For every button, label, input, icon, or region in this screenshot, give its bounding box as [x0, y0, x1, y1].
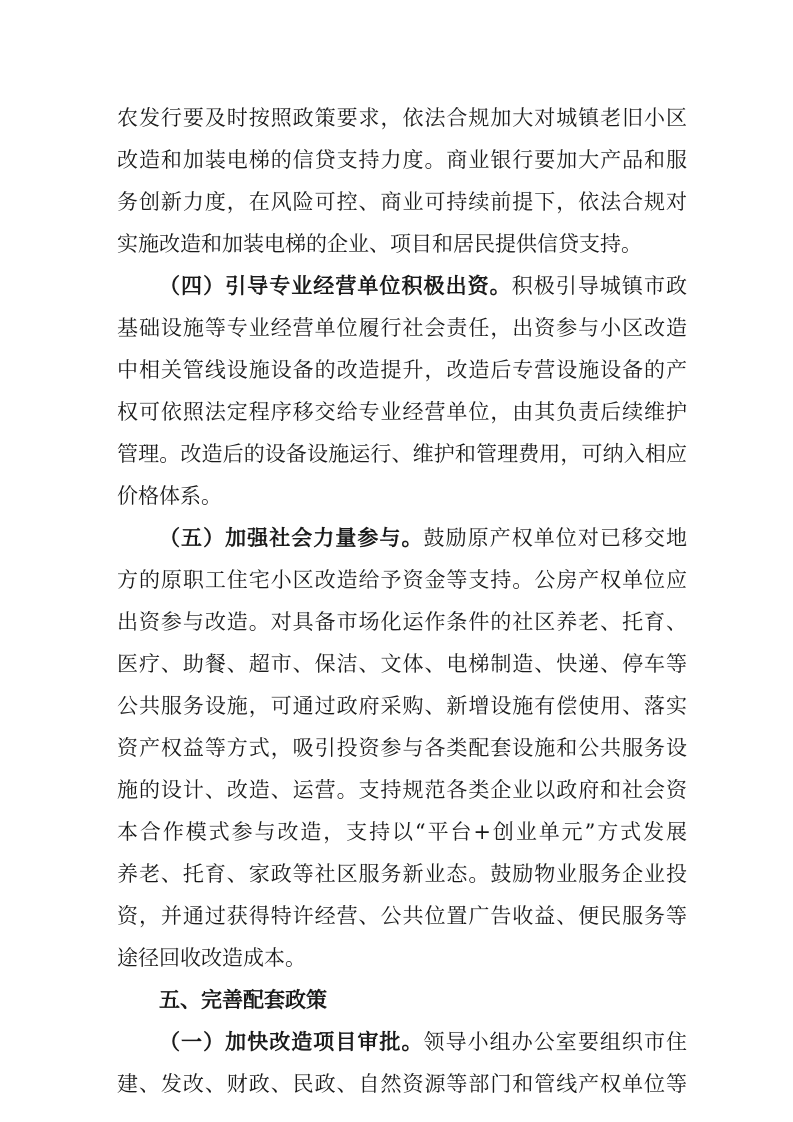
text-line: 中相关管线设施设备的改造提升，改造后专营设施设备的产 [117, 358, 687, 382]
text-line: 建、发改、财政、民政、自然资源等部门和管线产权单位等 [117, 1072, 687, 1096]
paragraph-1-first-line [159, 1022, 687, 1062]
paragraph-5-label: （五）加强社会力量参与。 [159, 526, 424, 550]
text-line: 改造和加装电梯的信贷支持力度。商业银行要加大产品和服 [117, 148, 687, 172]
text-line: 养老、托育、家政等社区服务新业态。鼓励物业服务企业投 [117, 862, 687, 886]
paragraph-5-first-line [159, 518, 687, 558]
text-line: 本合作模式参与改造，支持以“平台+创业单元”方式发展 [117, 820, 687, 844]
text-line: 价格体系。 [117, 484, 222, 508]
paragraph-1-text: 领导小组办公室要组织市住 [423, 1030, 688, 1054]
paragraph-4-first-line [159, 266, 687, 306]
text-line: 实施改造和加装电梯的企业、项目和居民提供信贷支持。 [117, 232, 642, 256]
text-line: 农发行要及时按照政策要求，依法合规加大对城镇老旧小区 [117, 106, 687, 130]
text-line: 权可依照法定程序移交给专业经营单位，由其负责后续维护 [117, 400, 687, 424]
text-line: 途径回收改造成本。 [117, 946, 306, 970]
text-line: 管理。改造后的设备设施运行、维护和管理费用，可纳入相应 [117, 442, 687, 466]
paragraph-4-label: （四）引导专业经营单位积极出资。 [159, 274, 512, 298]
text-line: 公共服务设施，可通过政府采购、新增设施有偿使用、落实 [117, 694, 687, 718]
text-line: 出资参与改造。对具备市场化运作条件的社区养老、托育、 [117, 610, 687, 634]
text-line: 方的原职工住宅小区改造给予资金等支持。公房产权单位应 [117, 568, 687, 592]
text-line: 资产权益等方式，吸引投资参与各类配套设施和公共服务设 [117, 736, 687, 760]
text-line: 医疗、助餐、超市、保洁、文体、电梯制造、快递、停车等 [117, 652, 687, 676]
paragraph-4-text: 积极引导城镇市政 [511, 274, 688, 298]
paragraph-5-text: 鼓励原产权单位对已移交地 [423, 526, 688, 550]
section-heading: 五、完善配套政策 [159, 988, 327, 1012]
paragraph-1-label: （一）加快改造项目审批。 [159, 1030, 424, 1054]
text-line: 基础设施等专业经营单位履行社会责任，出资参与小区改造 [117, 316, 687, 340]
text-line: 施的设计、改造、运营。支持规范各类企业以政府和社会资 [117, 778, 687, 802]
text-line: 务创新力度，在风险可控、商业可持续前提下，依法合规对 [117, 190, 687, 214]
text-line: 资，并通过获得特许经营、公共位置广告收益、便民服务等 [117, 904, 687, 928]
